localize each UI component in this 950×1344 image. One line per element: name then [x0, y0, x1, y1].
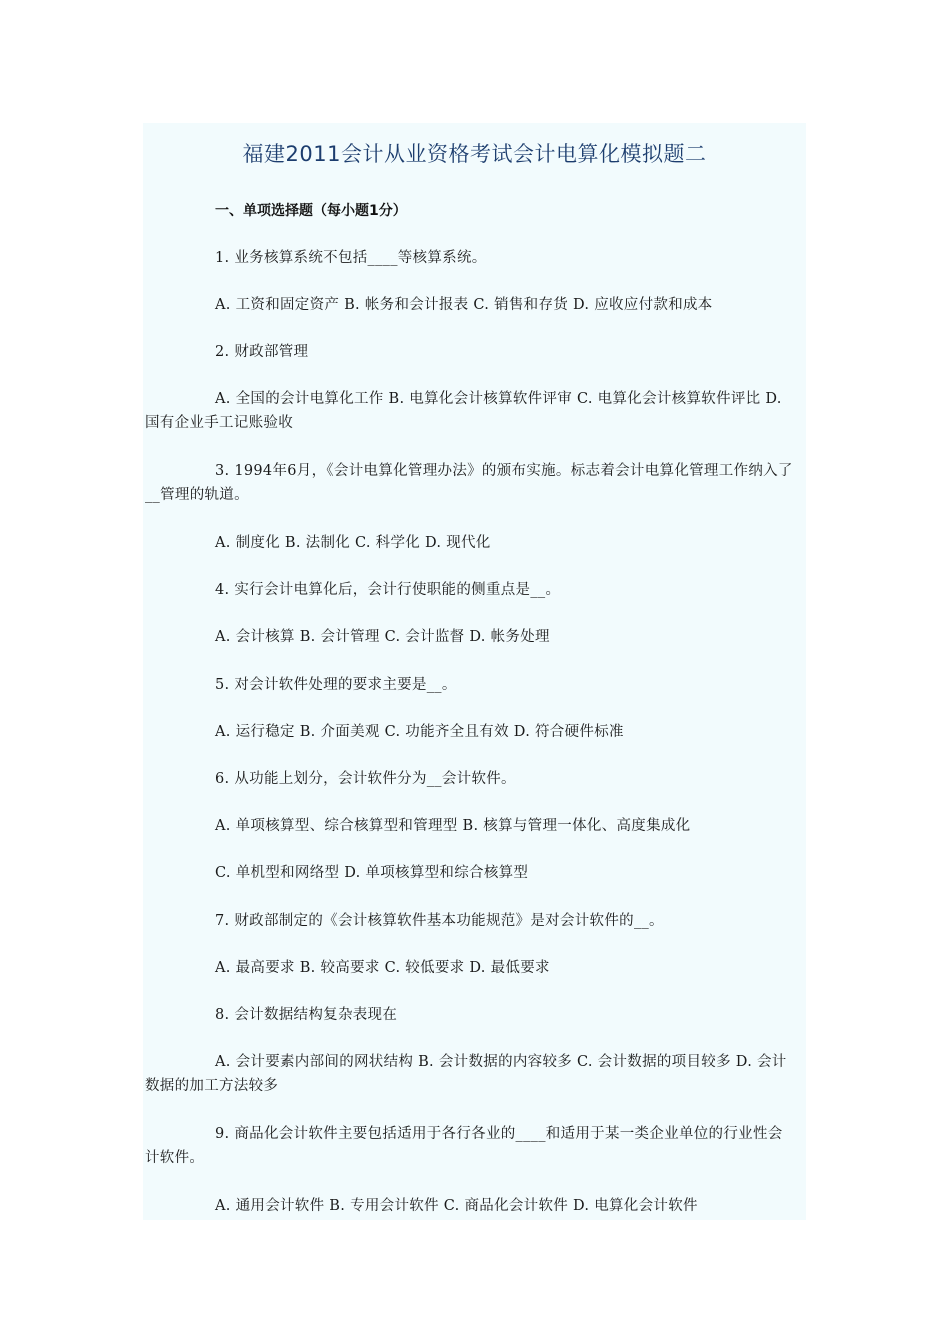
question-7: 7. 财政部制定的《会计核算软件基本功能规范》是对会计软件的__。: [215, 913, 664, 929]
question-9-options: A. 通用会计软件 B. 专用会计软件 C. 商品化会计软件 D. 电算化会计软件: [215, 1198, 698, 1214]
section-heading: 一、单项选择题（每小题1分）: [215, 203, 407, 219]
question-8-options: A. 会计要素内部间的网状结构 B. 会计数据的内容较多 C. 会计数据的项目较多 D. 会计数据的加工方法较多: [145, 1054, 787, 1094]
question-3: 3. 1994年6月，《会计电算化管理办法》的颁布实施。标志着会计电算化管理工作纳入了__管理的轨道。: [145, 463, 793, 503]
question-5-options: A. 运行稳定 B. 介面美观 C. 功能齐全且有效 D. 符合硬件标准: [215, 724, 624, 740]
question-3-options: A. 制度化 B. 法制化 C. 科学化 D. 现代化: [215, 535, 491, 551]
question-5: 5. 对会计软件处理的要求主要是__。: [215, 677, 457, 693]
question-7-options: A. 最高要求 B. 较高要求 C. 较低要求 D. 最低要求: [215, 960, 550, 976]
question-4-options: A. 会计核算 B. 会计管理 C. 会计监督 D. 帐务处理: [215, 629, 550, 645]
document-title: 福建2011会计从业资格考试会计电算化模拟题二: [242, 142, 707, 166]
question-6-options-cd: C. 单机型和网络型 D. 单项核算型和综合核算型: [215, 865, 529, 881]
question-1-options: A. 工资和固定资产 B. 帐务和会计报表 C. 销售和存货 D. 应收应付款和成本: [215, 297, 713, 313]
question-8: 8. 会计数据结构复杂表现在: [215, 1007, 398, 1023]
question-2-options: A. 全国的会计电算化工作 B. 电算化会计核算软件评审 C. 电算化会计核算软件评比 D. 国有企业手工记账验收: [145, 391, 782, 431]
question-1: 1. 业务核算系统不包括____等核算系统。: [215, 250, 487, 266]
question-2: 2. 财政部管理: [215, 344, 309, 360]
question-4: 4. 实行会计电算化后，会计行使职能的侧重点是__。: [215, 582, 561, 598]
question-6: 6. 从功能上划分，会计软件分为__会计软件。: [215, 771, 516, 787]
question-6-options-ab: A. 单项核算型、综合核算型和管理型 B. 核算与管理一体化、高度集成化: [215, 818, 691, 834]
question-9: 9. 商品化会计软件主要包括适用于各行各业的____和适用于某一类企业单位的行业性会计软件。: [145, 1126, 783, 1166]
